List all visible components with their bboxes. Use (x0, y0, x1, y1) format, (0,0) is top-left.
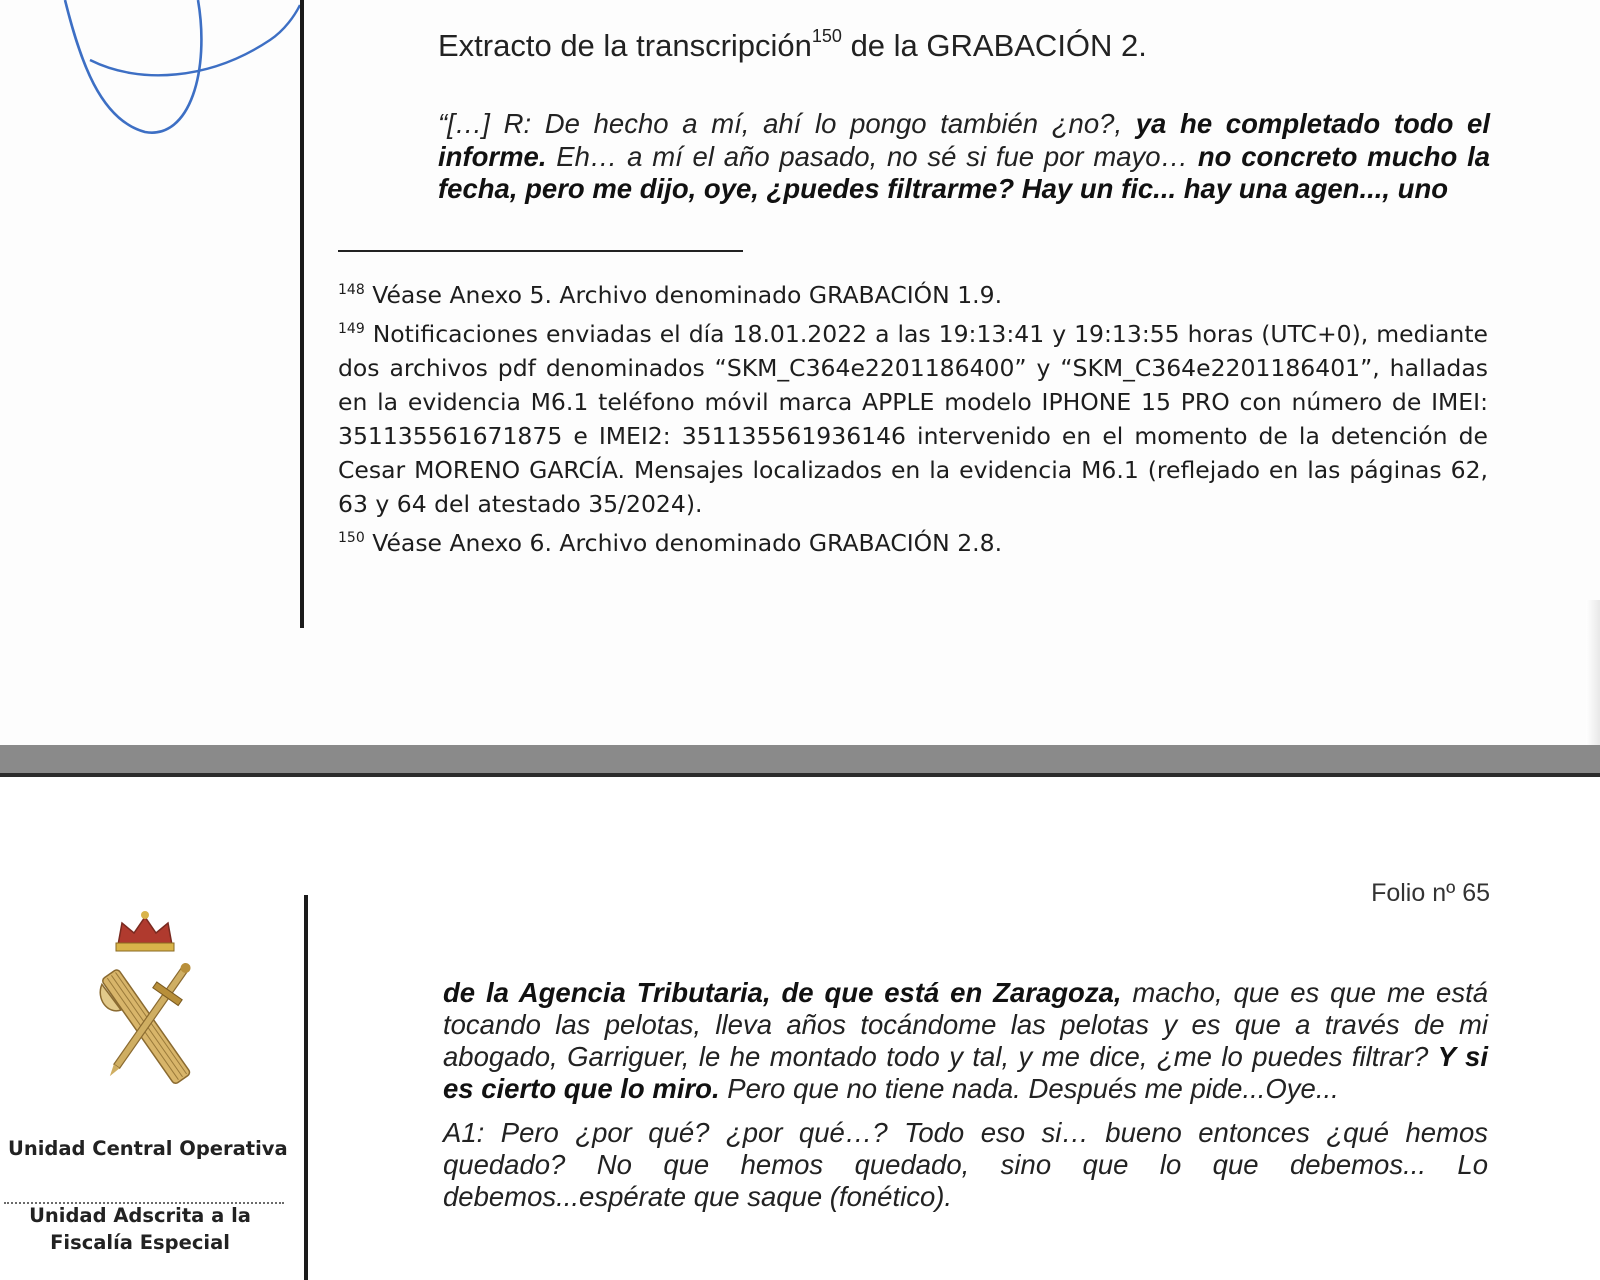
page-edge-shadow (1586, 600, 1600, 745)
bold-text-run: de la Agencia Tributaria, de que está en Zaragoza, (443, 977, 1122, 1008)
section-heading: Extracto de la transcripción$^{150}$ de la GRABACIÓN 2. (438, 26, 1147, 63)
bold-text-run: Y si es cierto que lo miro. (443, 1041, 1488, 1104)
guardia-civil-emblem-icon (80, 905, 210, 1095)
footnote-separator (338, 250, 743, 252)
text-run: Eh… a mí el año pasado, no sé si fue por mayo… (546, 140, 1198, 172)
margin-rule (300, 0, 304, 628)
text-run: Pero que no tiene nada. Después me pide...Oye... (719, 1073, 1339, 1104)
text-run: “[…] R: De hecho a mí, ahí lo pongo también ¿no?, (438, 108, 1136, 139)
unit-subtitle (20, 1202, 260, 1256)
handwritten-signature (60, 0, 300, 150)
text-run: A1: Pero ¿por qué? ¿por qué…? Todo eso si… bueno entonces ¿qué hemos quedado? No que hemos quedado, sino que lo que debemos... Lo debemos...espérate que saque (fonético). (443, 1117, 1488, 1212)
heading-footnote-ref: 150 (811, 26, 842, 46)
unit-subtitle-line-2: Fiscalía Especial (50, 1231, 230, 1254)
page-separator-band (0, 745, 1600, 775)
margin-rule (304, 895, 308, 1280)
footnote-148: $^{148}$ Véase Anexo 5. Archivo denominado GRABACIÓN 1.9. (338, 281, 1003, 309)
unit-subtitle-line-1: Unidad Adscrita a la (29, 1204, 251, 1227)
bottom-document-page (0, 777, 1600, 1280)
transcript-paragraph (443, 977, 1488, 1105)
text-run: macho, que es que me está tocando las pelotas, lleva años tocándome las pelotas y es que a través de mi abogado, Garriguer, le he montado todo y tal, y me dice, ¿me lo puedes filtrar? (443, 977, 1489, 1072)
bold-text-run: ya he completado todo el informe. (438, 108, 1490, 172)
transcript-quote (438, 108, 1490, 206)
bold-text-run: no concreto mucho la fecha, pero me dijo, oye, ¿puedes filtrarme? Hay un fic... hay una agen..., uno (438, 140, 1490, 204)
unit-name: Unidad Central Operativa (8, 1137, 288, 1160)
folio-number: Folio nº 65 (1371, 879, 1490, 907)
transcript-paragraph (443, 1117, 1488, 1213)
transcript-continuation (443, 977, 1488, 1225)
footnote-149: $^{149}$ Notificaciones enviadas el día 18.01.2022 a las 19:13:41 y 19:13:55 horas (UTC+0), mediante dos archivos pdf denominados “SKM_C364e2201186400” y “SKM_C364e2201186401”, halladas en la evidencia M6.1 teléfono móvil marca APPLE modelo IPHONE 15 PRO con número de IMEI: 351135561671875 e IMEI2: 351135561936146 intervenido en el momento de la detención de Cesar MORENO GARCÍA. Mensajes localizados en la evidencia M6.1 (reflejado en las páginas 62, 63 y 64 del atestado 35/2024). (338, 320, 1488, 518)
footnotes (338, 273, 1488, 560)
footnote-150: $^{150}$ Véase Anexo 6. Archivo denominado GRABACIÓN 2.8. (338, 529, 1003, 557)
